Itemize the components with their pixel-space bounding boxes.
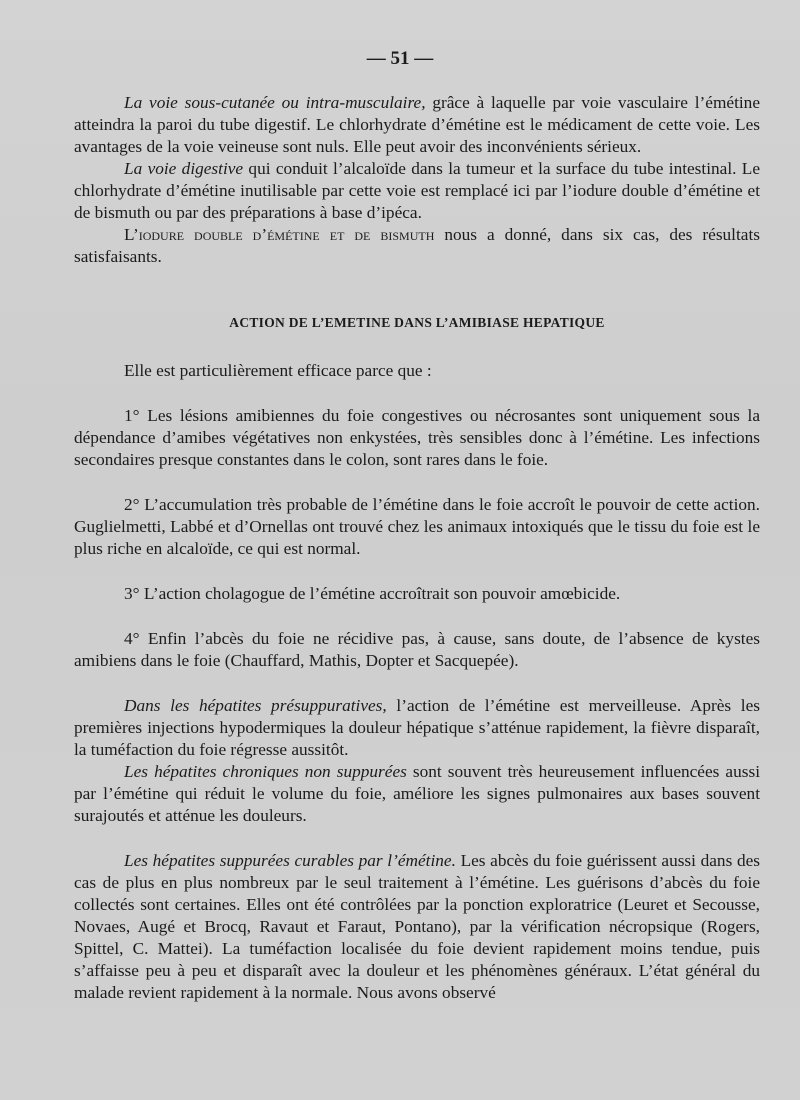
paragraph-digestive-route [74,158,760,224]
paragraph-chronic [74,761,760,827]
section-heading: ACTION DE L’EMETINE DANS L’AMIBIASE HEPATIQUE [229,315,605,330]
emphasis-chronic: Les hépatites chroniques non suppurées [124,762,407,781]
emphasis-digestive: La voie digestive [124,159,244,178]
paragraph-text: qui conduit l’alcaloïde dans la tumeur et la surface du tube intestinal. Le chlorhydrate d’émétine inutilisable par cette voie est remplacé ici par l’iodure double d’émétine et de bismuth ou par des préparations à base d’ipéca. [74,159,760,222]
list-item-2: 2° L’accumulation très probable de l’émétine dans le foie accroît le pouvoir de cette action. Guglielmetti, Labbé et d’Ornellas ont trouvé chez les animaux intoxiqués que le tissu du foie est le plus riche en alcaloïde, ce qui est normal. [74,495,760,558]
emphasis-presuppurative: Dans les hépatites présuppuratives, [124,696,387,715]
paragraph-subcutaneous-route [74,92,760,158]
paragraph-intro: Elle est particulièrement efficace parce que : [124,361,432,380]
paragraph-text: nous a donné, dans six cas, des résultats satisfaisants. [74,225,760,266]
list-item-4: 4° Enfin l’abcès du foie ne récidive pas, à cause, sans doute, de l’absence de kystes amibiens dans le foie (Chauffard, Mathis, Dopter et Sacquepée). [74,629,760,670]
paragraph-iodure [74,224,760,268]
emphasis-curable: Les hépatites suppurées curables par l’émétine. [124,851,456,870]
paragraph-text: l’action de l’émétine est merveilleuse. Après les premières injections hypodermiques la douleur hépatique s’atténue rapidement, la fièvre disparaît, la tuméfaction du foie régresse aussitôt. [74,696,761,759]
list-item-3: 3° L’action cholagogue de l’émétine accroîtrait son pouvoir amœbicide. [124,584,621,603]
smallcaps-iodure: L’iodure double d’émétine et de bismuth [124,225,435,244]
paragraph-text: Les abcès du foie guérissent aussi dans des cas de plus en plus nombreux par le seul traitement à l’émétine. Les guérisons d’abcès du foie collectés sont certaines. Elles ont été contrôlées par la ponction exploratrice (Leuret et Secousse, Novaes, Augé et Brocq, Ravaut et Faraut, Pontano), par la vérification nécropsique (Rogers, Spittel, C. Mattei). La tuméfaction localisée du foie devient rapidement moins tendue, puis s’affaisse peu à peu et disparaît avec la douleur et les phénomènes généraux. L’état général du malade revient rapidement à la normale. Nous avons observé [74,851,760,1002]
paragraph-presuppurative [74,695,760,761]
page-number: — 51 — [366,48,434,69]
list-item-1: 1° Les lésions amibiennes du foie congestives ou nécrosantes sont uniquement sous la dépendance d’amibes végétatives non enkystées, très sensibles donc à l’émétine. Les infections secondaires presque constantes dans le colon, sont rares dans le foie. [74,406,760,469]
paragraph-text: grâce à laquelle par voie vasculaire l’émétine atteindra la paroi du tube digestif. Le chlorhydrate d’émétine est le médicament de cette voie. Les avantages de la voie veineuse sont nuls. Elle peut avoir des inconvénients sérieux. [74,93,760,156]
paragraph-curable [74,850,760,1004]
paragraph-text: sont souvent très heureusement influencées aussi par l’émétine qui réduit le volume du foie, améliore les signes pulmonaires aux bases souvent surajoutés et atténue les douleurs. [74,762,760,825]
emphasis-subcutaneous: La voie sous-cutanée ou intra-musculaire, [124,93,426,112]
body-text [74,92,760,1004]
